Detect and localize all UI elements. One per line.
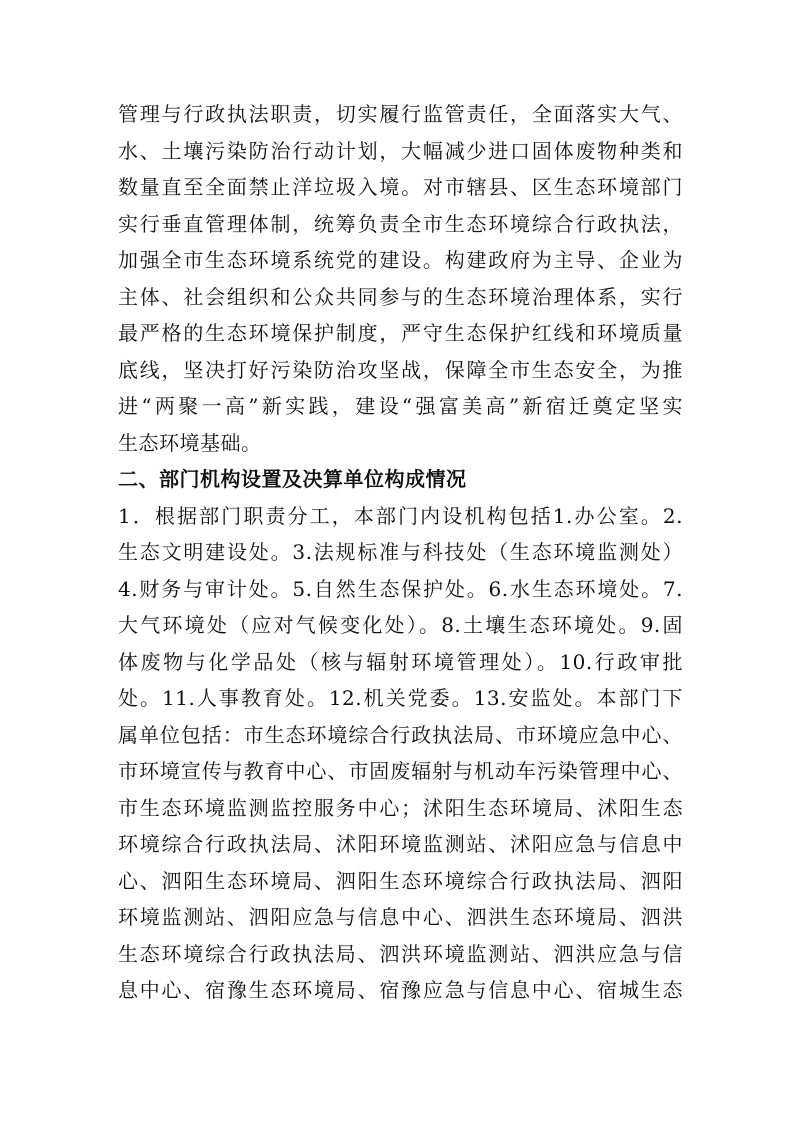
text-line: 最严格的生态环境保护制度，严守生态保护红线和环境质量 [118,321,683,345]
text-line: 环境综合行政执法局、沭阳环境监测站、沭阳应急与信息中 [118,832,683,856]
text-line: 水、土壤污染防治行动计划，大幅减少进口固体废物种类和 [118,138,683,163]
text-line: 处。11.人事教育处。12.机关党委。13.安监处。本部门下 [118,686,683,710]
section-heading: 二、部门机构设置及决算单位构成情况 [118,467,467,491]
text-line: 息中心、宿豫生态环境局、宿豫应急与信息中心、宿城生态 [118,978,683,1002]
text-line: 4.财务与审计处。5.自然生态保护处。6.水生态环境处。7. [118,576,683,601]
text-line: 生态环境综合行政执法局、泗洪环境监测站、泗洪应急与信 [118,941,683,966]
text-line: 实行垂直管理体制，统筹负责全市生态环境综合行政执法， [118,211,683,236]
text-line: 1．根据部门职责分工，本部门内设机构包括1.办公室。2. [118,503,683,528]
text-line: 大气环境处（应对气候变化处）。8.土壤生态环境处。9.固 [118,613,683,637]
text-line: 市生态环境监测监控服务中心；沭阳生态环境局、沭阳生态 [118,795,683,820]
text-line: 市环境宣传与教育中心、市固废辐射与机动车污染管理中心、 [118,759,683,783]
text-line: 进“两聚一高”新实践，建设“强富美高”新宿迁奠定坚实 [118,394,683,418]
section-organization [118,461,683,1009]
text-line: 底线，坚决打好污染防治攻坚战，保障全市生态安全，为推 [118,357,683,382]
text-line: 环境监测站、泗阳应急与信息中心、泗洪生态环境局、泗洪 [118,905,683,929]
text-line: 数量直至全面禁止洋垃圾入境。对市辖县、区生态环境部门 [118,175,683,199]
text-line: 管理与行政执法职责，切实履行监管责任，全面落实大气、 [118,102,683,126]
text-line: 主体、社会组织和公众共同参与的生态环境治理体系，实行 [118,284,683,309]
document-body [118,96,683,1009]
text-line: 体废物与化学品处（核与辐射环境管理处）。10.行政审批 [118,649,683,674]
paragraph-responsibilities [118,96,683,461]
text-line: 生态文明建设处。3.法规标准与科技处（生态环境监测处） [118,540,683,564]
text-line: 生态环境基础。 [118,430,262,455]
text-line: 属单位包括：市生态环境综合行政执法局、市环境应急中心、 [118,722,683,747]
text-line: 心、泗阳生态环境局、泗阳生态环境综合行政执法局、泗阳 [118,868,683,893]
text-line: 加强全市生态环境系统党的建设。构建政府为主导、企业为 [118,248,683,272]
